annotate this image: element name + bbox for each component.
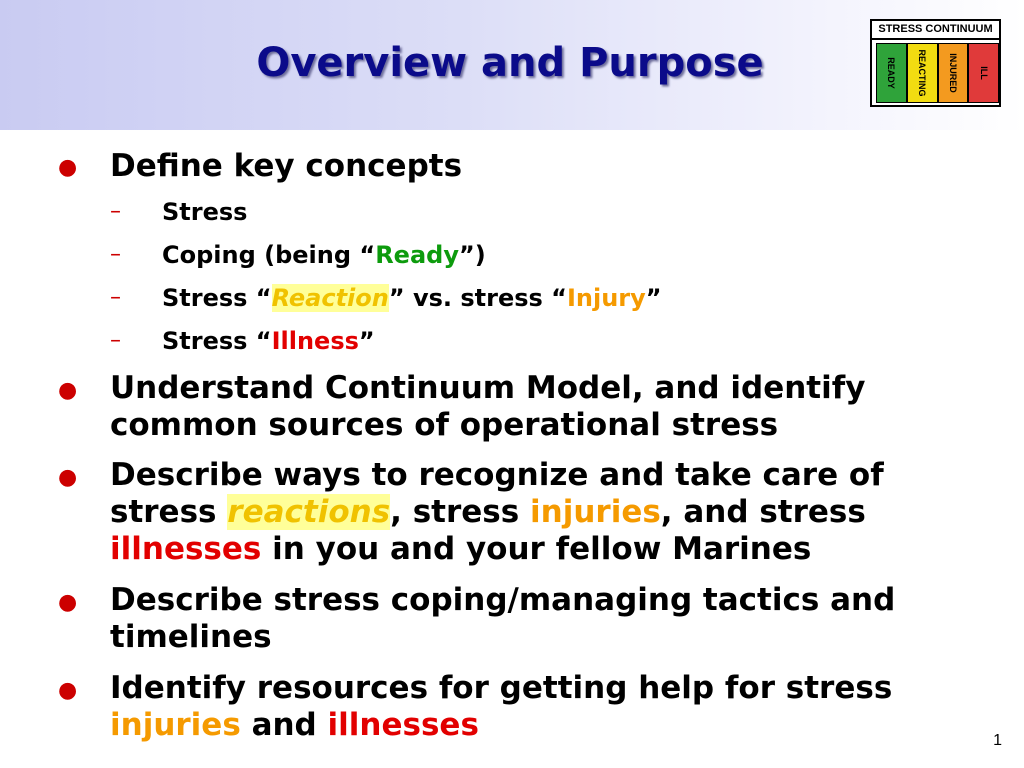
text-segment: ”	[358, 327, 375, 355]
sub-bullet-marker: –	[110, 199, 121, 224]
word-illness: Illness	[271, 327, 359, 355]
bullet-recognize-and-care	[110, 457, 1000, 568]
word-reactions: reactions	[227, 494, 391, 530]
word-injury: Injury	[566, 284, 646, 312]
word-ready: Ready	[375, 241, 459, 269]
text-segment: ” vs. stress “	[388, 284, 567, 312]
text-segment: Coping (being “	[162, 241, 376, 269]
text-segment: ”)	[458, 241, 486, 269]
continuum-label-ready: READY	[886, 57, 897, 89]
sub-bullet-marker: –	[110, 328, 121, 353]
continuum-label-ill: ILL	[978, 66, 989, 80]
text-segment: and	[240, 707, 328, 743]
slide-title: Overview and Purpose	[256, 40, 764, 86]
continuum-label-injured: INJURED	[947, 53, 958, 93]
text-segment: , and stress	[660, 494, 866, 530]
bullet-marker: ●	[58, 678, 78, 703]
word-reaction: Reaction	[271, 284, 389, 312]
text-segment: , stress	[390, 494, 531, 530]
bullet-marker: ●	[58, 465, 78, 490]
word-illnesses: illnesses	[327, 707, 479, 743]
bullet-continuum-model: Understand Continuum Model, and identify common sources of operational stress	[110, 370, 866, 443]
bullet-coping-tactics: Describe stress coping/managing tactics and timelines	[110, 582, 896, 655]
continuum-label-reacting: REACTING	[917, 49, 928, 97]
word-injuries: injuries	[530, 494, 661, 530]
sub-bullet-stress: Stress	[162, 198, 248, 226]
bullet-marker: ●	[58, 155, 78, 180]
continuum-title: STRESS CONTINUUM	[872, 21, 999, 40]
text-segment: Describe ways to recognize and take care of stress	[110, 457, 884, 530]
text-segment: in you and your fellow Marines	[261, 531, 812, 567]
page-number: 1	[993, 732, 1002, 749]
word-injuries: injuries	[110, 707, 241, 743]
text-segment: Stress “	[162, 284, 272, 312]
sub-bullet-marker: –	[110, 242, 121, 267]
sub-bullet-illness	[162, 327, 375, 355]
bullet-identify-resources	[110, 670, 1000, 744]
sub-bullet-reaction-vs-injury	[162, 284, 662, 312]
bullet-marker: ●	[58, 378, 78, 403]
text-segment: Stress “	[162, 327, 272, 355]
text-segment: ”	[645, 284, 662, 312]
text-segment: Identify resources for getting help for stress	[110, 670, 893, 706]
bullet-marker: ●	[58, 590, 78, 615]
sub-bullet-marker: –	[110, 285, 121, 310]
bullet-define-key-concepts: Define key concepts	[110, 148, 463, 184]
word-illnesses: illnesses	[110, 531, 262, 567]
sub-bullet-coping	[162, 241, 486, 269]
